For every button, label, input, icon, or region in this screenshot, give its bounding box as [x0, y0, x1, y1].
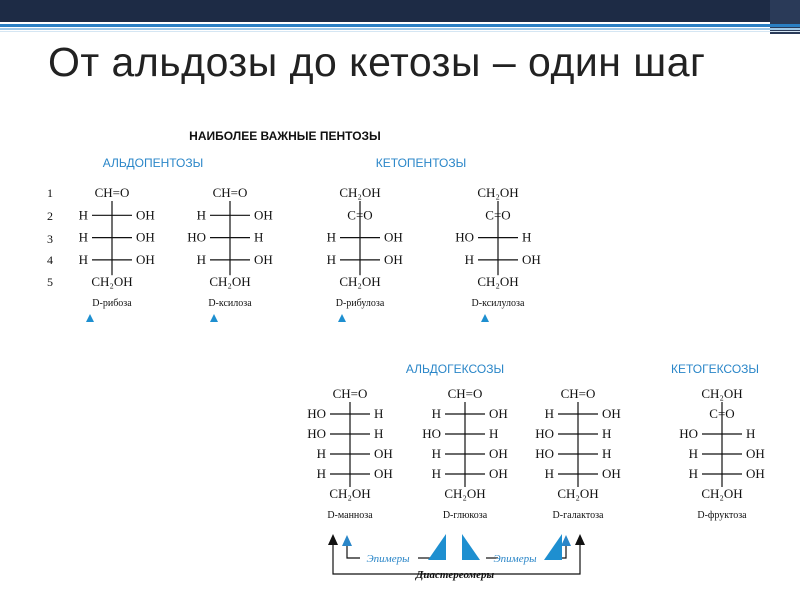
- substituent-right: H: [602, 426, 612, 441]
- molecule-d-galactose: [535, 386, 621, 521]
- pentoses-heading: НАИБОЛЕЕ ВАЖНЫЕ ПЕНТОЗЫ: [189, 129, 381, 143]
- substituent-left: HO: [307, 426, 326, 441]
- top-group: CH=O: [212, 185, 248, 200]
- substituent-right: OH: [254, 207, 273, 223]
- substituent-left: H: [464, 251, 474, 267]
- molecule-name: D-ксилоза: [208, 298, 252, 310]
- molecule-d-glucose: [422, 386, 508, 521]
- top-group: CH=O: [332, 386, 368, 401]
- substituent-left: H: [326, 229, 336, 245]
- substituent-right: OH: [489, 446, 508, 461]
- bottom-group: CH₂OH: [444, 486, 486, 501]
- substituent-right: H: [489, 426, 499, 441]
- substituent-left: H: [196, 207, 206, 223]
- molecule-name: D-рибоза: [92, 298, 132, 310]
- row-number: 3: [47, 232, 53, 246]
- substituent-left: H: [544, 466, 554, 481]
- substituent-left: H: [688, 466, 698, 481]
- molecule-name: D-галактоза: [552, 510, 604, 521]
- substituent-right: OH: [374, 466, 393, 481]
- bottom-group: CH₂OH: [557, 486, 599, 501]
- molecule-name: D-рибулоза: [335, 298, 385, 310]
- molecule-d-ribulose: [327, 185, 403, 309]
- molecule-name: D-фруктоза: [697, 510, 747, 521]
- substituent-right: OH: [136, 207, 155, 223]
- slide-title: От альдозы до кетозы – один шаг: [48, 39, 706, 85]
- substituent-right: OH: [489, 466, 508, 481]
- marker-triangle: [481, 314, 489, 322]
- arrow-head: [561, 535, 571, 546]
- marker-triangle: [86, 314, 94, 322]
- substituent-right: H: [522, 229, 532, 245]
- substituent-right: H: [374, 406, 384, 421]
- ketohexoses-label: КЕТОГЕКСОЗЫ: [670, 362, 760, 376]
- bottom-group: CH₂OH: [701, 486, 743, 501]
- carbonyl-group: C=O: [709, 406, 735, 421]
- substituent-left: H: [431, 446, 441, 461]
- substituent-right: H: [602, 446, 612, 461]
- substituent-left: H: [316, 446, 326, 461]
- substituent-left: H: [431, 466, 441, 481]
- top-group: CH₂OH: [477, 185, 519, 200]
- substituent-right: OH: [136, 229, 155, 245]
- molecule-d-xylose: [187, 185, 273, 309]
- bottom-group: CH₂OH: [329, 486, 371, 501]
- top-group: CH₂OH: [339, 185, 381, 200]
- molecule-name: D-ксилулоза: [471, 298, 525, 310]
- molecule-name: D-манноза: [327, 510, 373, 521]
- substituent-left: H: [196, 251, 206, 267]
- substituent-left: HO: [679, 426, 698, 441]
- row-number: 5: [47, 275, 53, 289]
- substituent-right: OH: [602, 406, 621, 421]
- substituent-right: OH: [746, 446, 765, 461]
- diastereomers-label: Диастереомеры: [415, 569, 495, 581]
- epimer-triangle: [428, 534, 446, 560]
- top-group: CH=O: [447, 386, 483, 401]
- epimer-triangle: [462, 534, 480, 560]
- marker-triangle: [338, 314, 346, 322]
- substituent-right: OH: [384, 251, 403, 267]
- aldohexoses-label: АЛЬДОГЕКСОЗЫ: [405, 362, 505, 376]
- epimers-label-left: Эпимеры: [366, 553, 410, 565]
- substituent-left: HO: [455, 229, 474, 245]
- substituent-left: HO: [535, 426, 554, 441]
- substituent-left: HO: [535, 446, 554, 461]
- ketopentoses-label: КЕТОПЕНТОЗЫ: [375, 156, 467, 170]
- molecule-d-ribose: [79, 185, 155, 309]
- arrow-head: [342, 535, 352, 546]
- substituent-right: H: [254, 229, 264, 245]
- marker-triangle: [210, 314, 218, 322]
- substituent-left: HO: [187, 229, 206, 245]
- substituent-left: HO: [422, 426, 441, 441]
- bottom-group: CH₂OH: [209, 274, 251, 290]
- substituent-left: H: [78, 229, 88, 245]
- substituent-left: H: [78, 251, 88, 267]
- row-number: 2: [47, 209, 53, 223]
- substituent-right: OH: [374, 446, 393, 461]
- substituent-left: HO: [307, 406, 326, 421]
- molecule-d-mannose: [307, 386, 393, 521]
- substituent-right: OH: [136, 251, 155, 267]
- substituent-left: H: [431, 406, 441, 421]
- bottom-group: CH₂OH: [477, 274, 519, 290]
- bottom-group: CH₂OH: [91, 274, 133, 290]
- epimer-triangle: [544, 534, 562, 560]
- substituent-left: H: [326, 251, 336, 267]
- substituent-left: H: [544, 406, 554, 421]
- substituent-left: H: [316, 466, 326, 481]
- substituent-right: OH: [489, 406, 508, 421]
- substituent-right: OH: [384, 229, 403, 245]
- row-number: 4: [47, 253, 53, 267]
- aldopentoses-label: АЛЬДОПЕНТОЗЫ: [102, 156, 204, 170]
- row-number: 1: [47, 186, 53, 200]
- substituent-right: OH: [254, 251, 273, 267]
- substituent-right: OH: [746, 466, 765, 481]
- carbonyl-group: C=O: [485, 207, 511, 223]
- substituent-right: OH: [602, 466, 621, 481]
- substituent-right: H: [374, 426, 384, 441]
- top-group: CH₂OH: [701, 386, 743, 401]
- molecule-d-fructose: [679, 386, 765, 521]
- molecule-name: D-глюкоза: [442, 510, 488, 521]
- molecule-d-xylulose: [455, 185, 541, 309]
- top-group: CH=O: [560, 386, 596, 401]
- arrow-head: [328, 534, 338, 545]
- substituent-left: H: [688, 446, 698, 461]
- arrow-head: [575, 534, 585, 545]
- substituent-right: OH: [522, 251, 541, 267]
- epimers-label-right: Эпимеры: [493, 553, 537, 565]
- carbonyl-group: C=O: [347, 207, 373, 223]
- bottom-group: CH₂OH: [339, 274, 381, 290]
- substituent-left: H: [78, 207, 88, 223]
- substituent-right: H: [746, 426, 756, 441]
- top-group: CH=O: [94, 185, 130, 200]
